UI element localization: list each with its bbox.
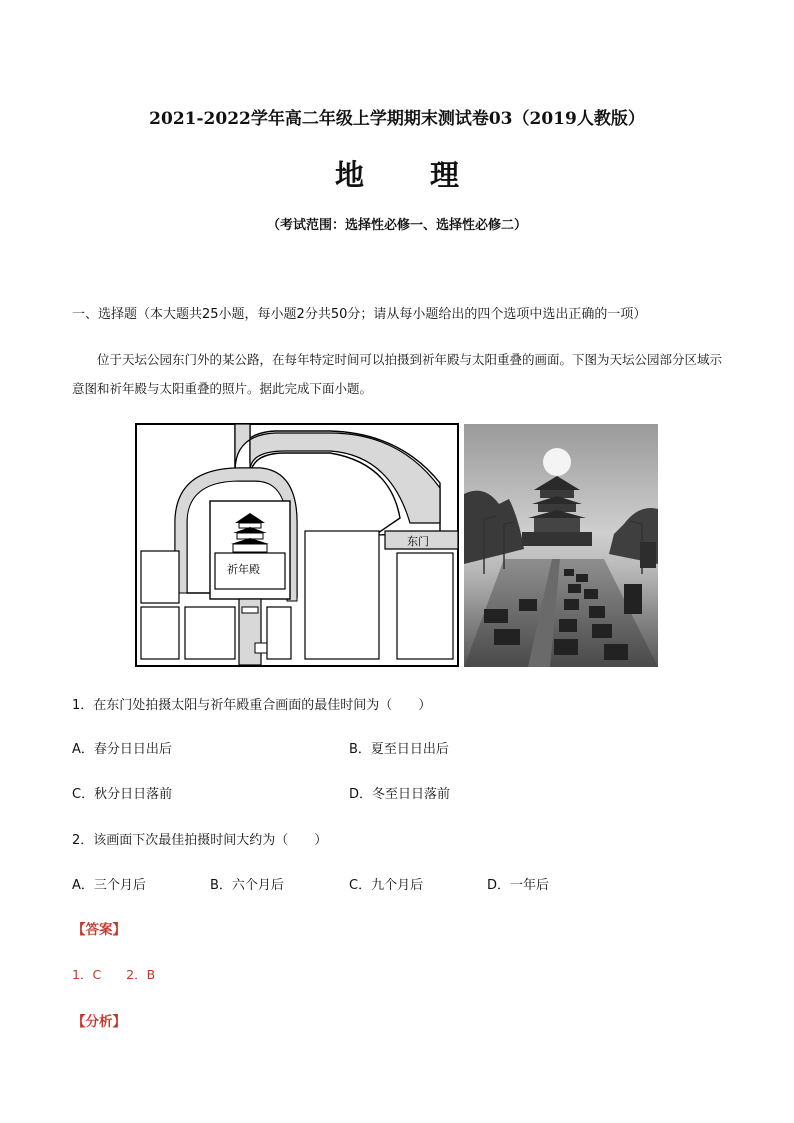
question-2-option-d: D．一年后 (487, 878, 550, 893)
answer-label: 【答案】 (72, 922, 126, 938)
question-1-stem: 1．在东门处拍摄太阳与祈年殿重合画面的最佳时间为（ ） (72, 698, 432, 713)
question-1-option-b: B．夏至日日出后 (349, 742, 449, 757)
question-2-stem: 2．该画面下次最佳拍摄时间大约为（ ） (72, 833, 328, 848)
subject-heading: 地 理 (334, 158, 488, 192)
question-2-option-a: A．三个月后 (72, 878, 146, 893)
question-1-option-c: C．秋分日日落前 (72, 787, 173, 802)
question-1-option-a: A．春分日日出后 (72, 742, 172, 757)
analysis-label: 【分析】 (72, 1014, 126, 1030)
question-intro: 位于天坛公园东门外的某公路，在每年特定时间可以拍摄到祈年殿与太阳重叠的画面。下图为天坛公园部分区域示意图和祈年殿与太阳重叠的照片。据此完成下面小题。 (72, 352, 723, 396)
exam-title: 2021-2022学年高二年级上学期期末测试卷03（2019人教版） (149, 109, 645, 129)
sun-icon (543, 448, 571, 476)
exam-scope: （考试范围：选择性必修一、选择性必修二） (266, 218, 527, 233)
tiantan-park-map (135, 423, 459, 667)
answer-text: 1．C 2．B (72, 967, 156, 982)
map-label-east-gate: 东门 (407, 535, 429, 548)
hall-sun-photo (464, 424, 658, 667)
section-heading: 一、选择题（本大题共25小题，每小题2分共50分；请从每小题给出的四个选项中选出正确的一项） (72, 307, 647, 322)
question-2-option-c: C．九个月后 (349, 878, 424, 893)
map-label-hall: 祈年殿 (227, 563, 260, 576)
question-2-option-b: B．六个月后 (210, 878, 284, 893)
question-1-option-d: D．冬至日日落前 (349, 787, 451, 802)
